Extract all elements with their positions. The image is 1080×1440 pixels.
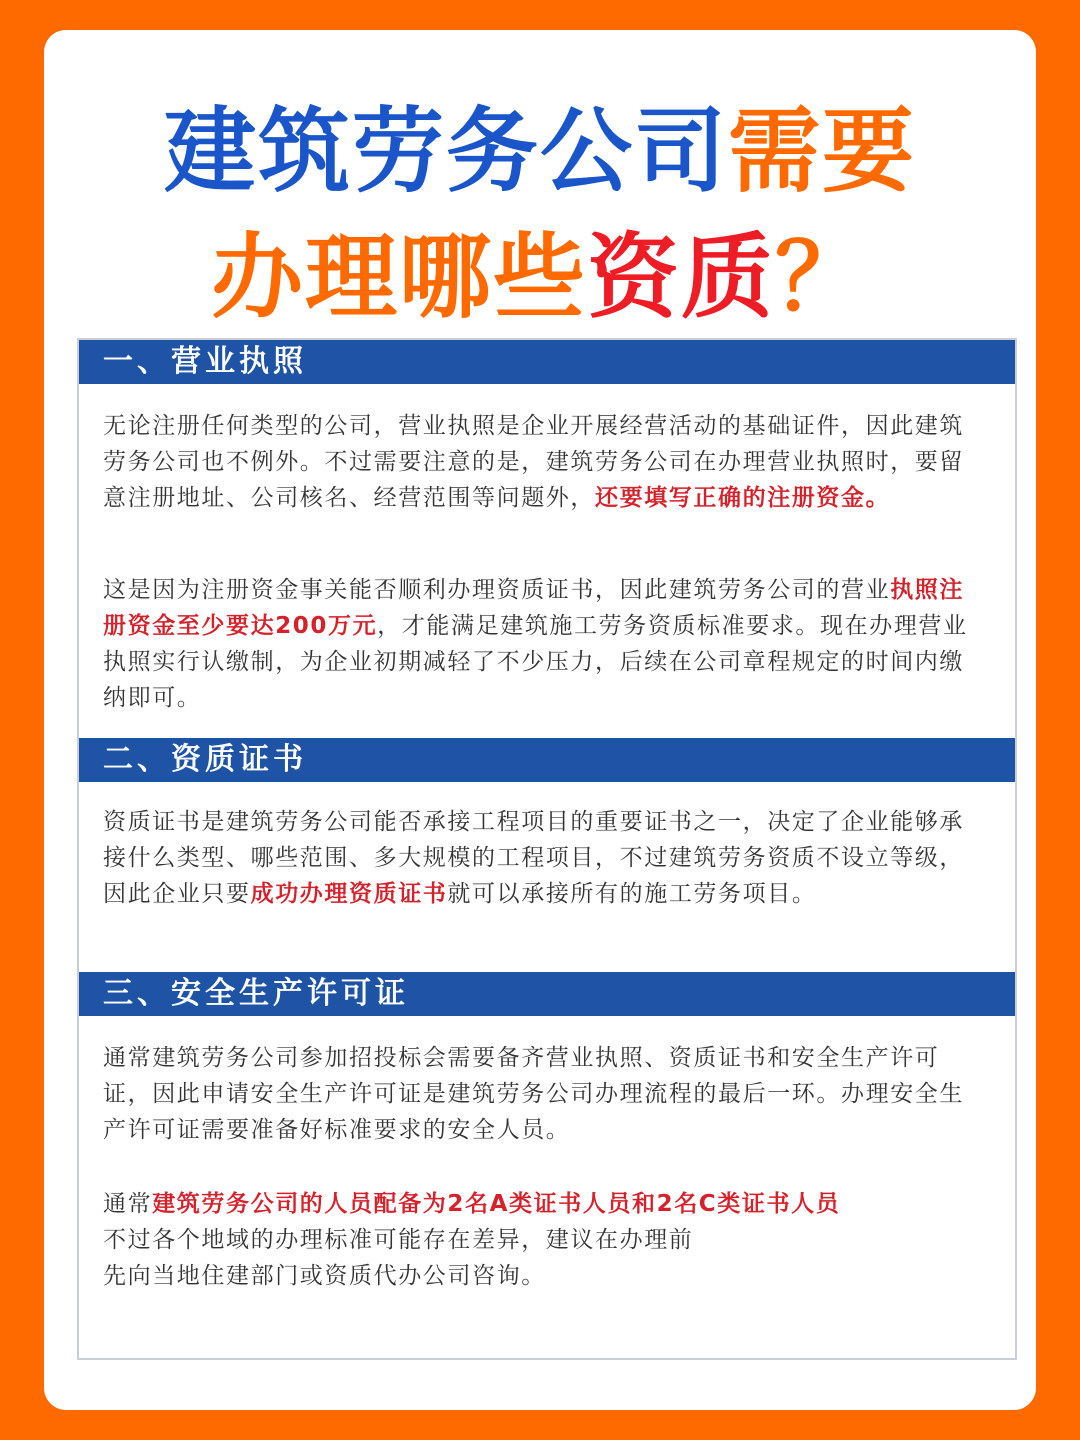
paragraph-text: 通常建筑劳务公司参加招投标会需要备齐营业执照、资质证书和安全生产许可证，因此申请安全生产许可证是建筑劳务公司办理流程的最后一环。办理安全生产许可证需要准备好标准要求的安全人员。 [103,1045,964,1143]
title-orange-part-2: 办理哪些 [210,224,587,331]
paragraph-line [103,1186,983,1222]
title-line-1 [44,92,1036,212]
section-1-paragraph-1 [103,408,983,516]
paragraph-text: 通常 [103,1191,153,1217]
paragraph-text: 资质证书是建筑劳务公司能否承接工程项目的重要证书之一，决定了企业能够承接什么类型、哪些范围、多大规模的工程项目，不过建筑劳务资质不设立等级，因此企业只要 [103,809,964,907]
paragraph-line: 不过各个地域的办理标准可能存在差异，建议在办理前 [103,1227,694,1253]
info-panel [77,338,1017,1360]
highlight-text: 还要填写正确的注册资金。 [595,485,891,511]
paragraph-line: 先向当地住建部门或资质代办公司咨询。 [103,1263,546,1289]
section-heading-business-license: 一、营业执照 [79,340,1015,384]
highlight-text: 建筑劳务公司的人员配备为2名A类证书人员和2名C类证书人员 [152,1191,841,1217]
section-heading-safety-permit: 三、安全生产许可证 [79,972,1015,1016]
highlight-text: 成功办理资质证书 [250,881,448,907]
section-1-paragraph-2 [103,572,983,716]
highlight-text: 执照注册资金至少要达200万元 [103,577,965,639]
title-blue-part: 建筑劳务公司 [163,98,728,205]
paragraph-text: ，才能满足建筑施工劳务资质标准要求。现在办理营业执照实行认缴制，为企业初期减轻了不少压力，后续在公司章程规定的时间内缴纳即可。 [103,613,968,711]
title-orange-part: 需要 [728,98,917,205]
section-3-paragraph-1 [103,1040,983,1148]
section-3-paragraph-2 [103,1186,983,1294]
section-heading-qualification-certificate: 二、资质证书 [79,738,1015,782]
title-red-part: 资质 [586,224,775,331]
title-line-2 [44,218,1036,338]
title-question-mark: ？ [775,224,870,331]
paragraph-text: 这是因为注册资金事关能否顺利办理资质证书，因此建筑劳务公司的营业 [103,577,891,603]
section-2-paragraph-1 [103,804,983,912]
paragraph-text: 就可以承接所有的施工劳务项目。 [447,881,817,907]
paragraph-text: 无论注册任何类型的公司，营业执照是企业开展经营活动的基础证件，因此建筑劳务公司也不例外。不过需要注意的是，建筑劳务公司在办理营业执照时，要留意注册地址、公司核名、经营范围等问题外， [103,413,964,511]
